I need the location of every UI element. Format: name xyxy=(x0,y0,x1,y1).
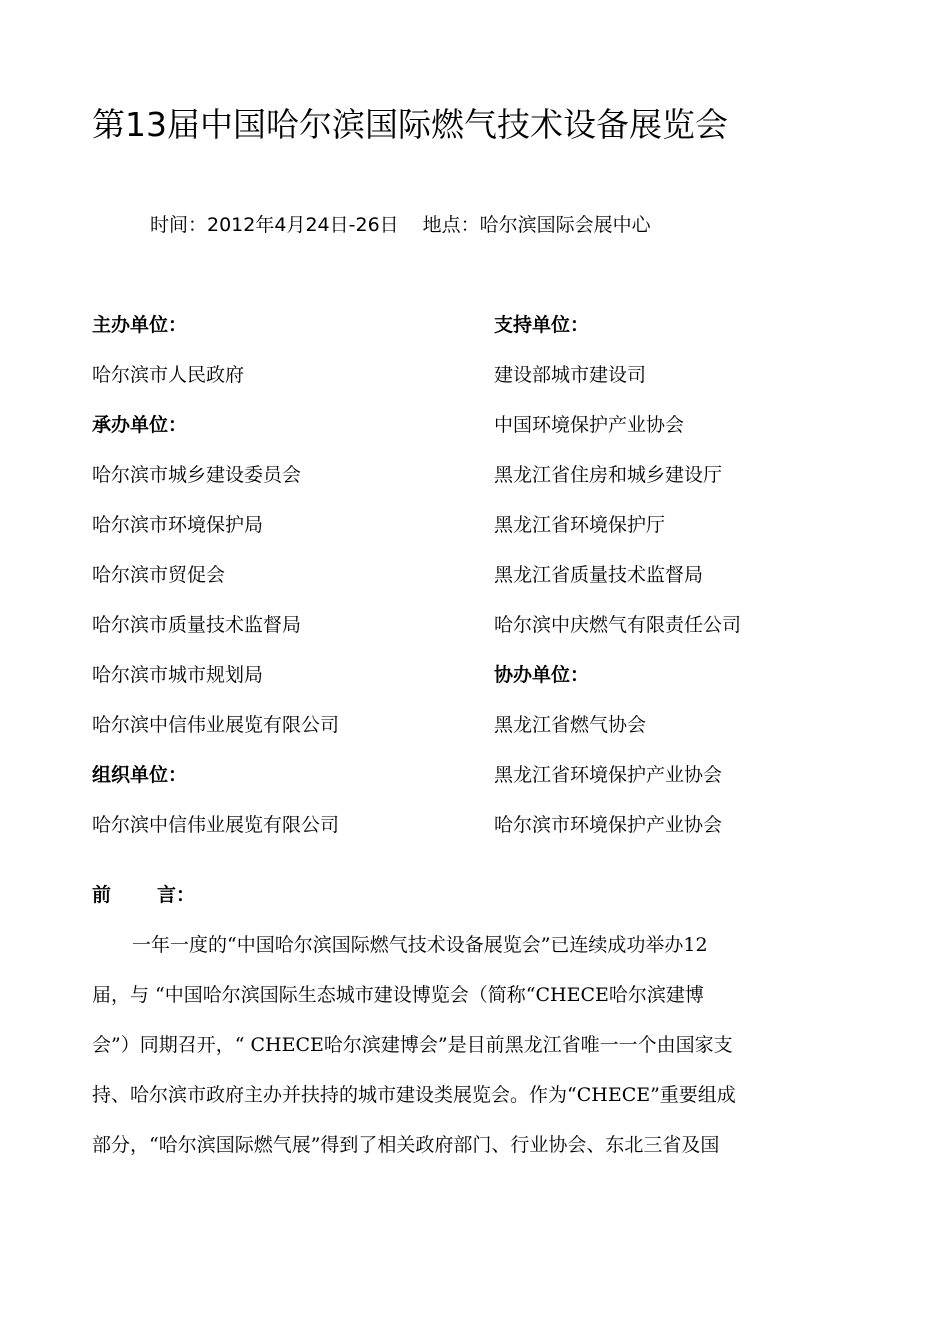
preface-line: 持、哈尔滨市政府主办并扶持的城市建设类展览会。作为“CHECE”重要组成 xyxy=(92,1084,736,1106)
event-place: 地点：哈尔滨国际会展中心 xyxy=(422,214,651,236)
organization-name: 黑龙江省环境保护产业协会 xyxy=(494,764,723,786)
organization-name: 黑龙江省环境保护厅 xyxy=(494,514,666,536)
organization-name: 哈尔滨中信伟业展览有限公司 xyxy=(92,714,340,736)
preface-line: 会”）同期召开，“ CHECE哈尔滨建博会”是目前黑龙江省唯一一个由国家支 xyxy=(92,1034,733,1056)
organization-name: 哈尔滨市城市规划局 xyxy=(92,664,264,686)
preface-heading xyxy=(92,878,195,912)
organization-name: 哈尔滨市质量技术监督局 xyxy=(92,614,302,636)
section-heading: 支持单位： xyxy=(494,314,590,336)
section-heading: 主办单位： xyxy=(92,314,188,336)
organization-name: 哈尔滨市城乡建设委员会 xyxy=(92,464,302,486)
preface-heading-rest: 言： xyxy=(157,884,196,906)
organization-name: 建设部城市建设司 xyxy=(494,364,647,386)
organization-name: 哈尔滨市人民政府 xyxy=(92,364,245,386)
preface-line: 部分，“哈尔滨国际燃气展”得到了相关政府部门、行业协会、东北三省及国 xyxy=(92,1134,720,1156)
event-time: 时间：2012年4月24日-26日 xyxy=(150,214,399,236)
organization-name: 哈尔滨市环境保护产业协会 xyxy=(494,814,723,836)
section-heading: 协办单位： xyxy=(494,664,590,686)
section-heading: 承办单位： xyxy=(92,414,188,436)
organization-name: 哈尔滨中庆燃气有限责任公司 xyxy=(494,614,742,636)
organization-name: 黑龙江省燃气协会 xyxy=(494,714,647,736)
organization-name: 中国环境保护产业协会 xyxy=(494,414,685,436)
page-title: 第13届中国哈尔滨国际燃气技术设备展览会 xyxy=(92,105,728,144)
organization-name: 哈尔滨市环境保护局 xyxy=(92,514,264,536)
preface-line: 届，与 “中国哈尔滨国际生态城市建设博览会（简称“CHECE哈尔滨建博 xyxy=(92,984,704,1006)
preface-line: 一年一度的“中国哈尔滨国际燃气技术设备展览会”已连续成功举办12 xyxy=(132,934,708,956)
left-organizer-column xyxy=(92,308,512,858)
preface-body xyxy=(92,928,872,1178)
organization-name: 哈尔滨中信伟业展览有限公司 xyxy=(92,814,340,836)
organization-name: 黑龙江省住房和城乡建设厅 xyxy=(494,464,723,486)
event-info xyxy=(150,208,651,242)
organization-name: 黑龙江省质量技术监督局 xyxy=(494,564,704,586)
organization-name: 哈尔滨市贸促会 xyxy=(92,564,226,586)
preface-heading-char: 前 xyxy=(92,884,112,906)
right-organizer-column xyxy=(494,308,914,858)
section-heading: 组织单位： xyxy=(92,764,188,786)
